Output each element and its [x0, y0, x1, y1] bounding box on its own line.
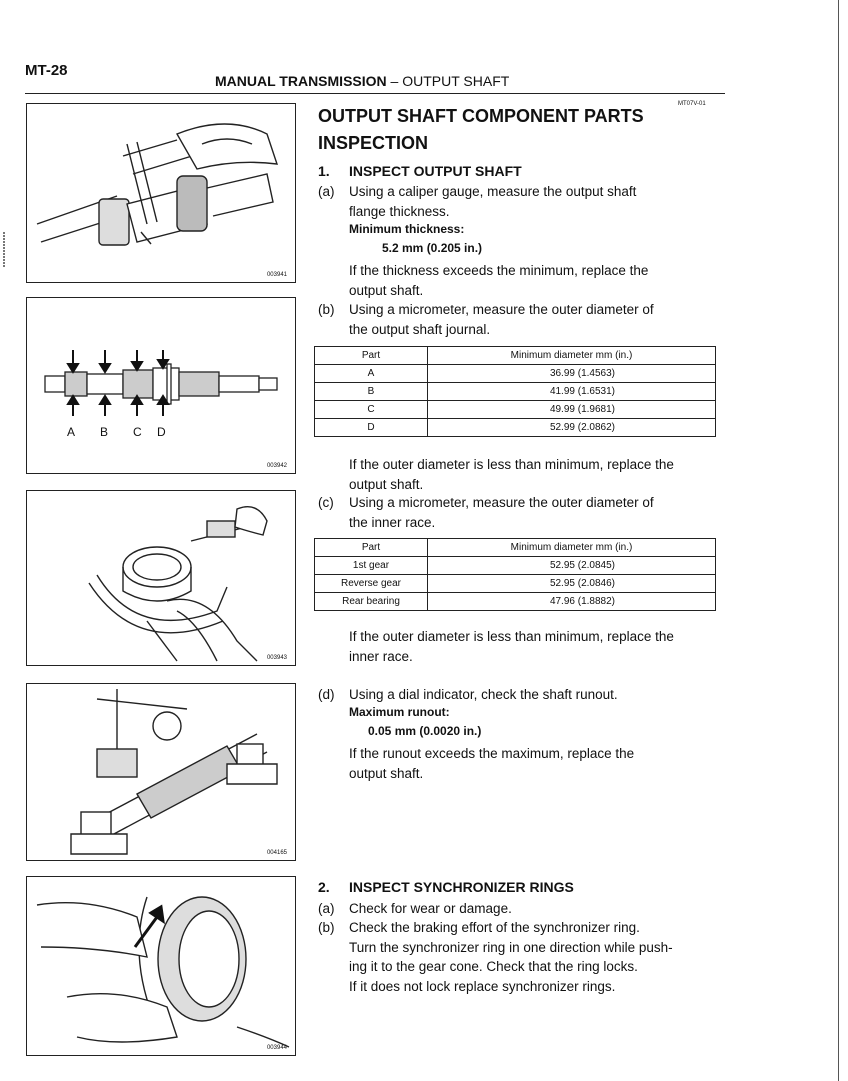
page-header: [215, 73, 509, 89]
text-line: Using a micrometer, measure the outer diameter of: [349, 302, 654, 317]
figure-code: 003941: [266, 272, 287, 278]
step-2b-label: (b): [318, 920, 335, 935]
text-line: Using a micrometer, measure the outer diameter of: [349, 495, 654, 510]
figure-output-shaft-journals: [26, 297, 296, 474]
figure-code: 003944: [266, 1045, 287, 1051]
table-header-row: [315, 539, 716, 557]
figure-code: 004165: [266, 850, 287, 856]
max-runout-label: Maximum runout:: [349, 705, 450, 719]
figure-micrometer-inner-race: [26, 490, 296, 666]
max-runout-value: 0.05 mm (0.0020 in.): [368, 724, 482, 738]
cell-value: 52.99 (2.0862): [428, 419, 716, 437]
text-line: the output shaft journal.: [349, 321, 491, 337]
step-2-number: 2.: [318, 879, 330, 895]
header-divider: [25, 93, 725, 94]
header-min-diameter: Minimum diameter mm (in.): [428, 539, 716, 557]
table-row: [315, 419, 716, 437]
cell-value: 49.99 (1.9681): [428, 401, 716, 419]
text-line: If the outer diameter is less than minimum, replace the: [349, 629, 674, 644]
text-line: Turn the synchronizer ring in one direction while push-: [349, 939, 673, 955]
figure-synchronizer-ring: [26, 876, 296, 1056]
text-line: Using a caliper gauge, measure the output shaft: [349, 184, 637, 199]
table-row: [315, 557, 716, 575]
text-line: Check the braking effort of the synchronizer ring.: [349, 920, 640, 935]
text-line: Using a dial indicator, check the shaft runout.: [349, 687, 618, 702]
step-1a-label: (a): [318, 184, 335, 199]
synchronizer-illustration: [27, 877, 297, 1057]
step-1a-text: [349, 182, 719, 221]
text-line: If it does not lock replace synchronizer rings.: [349, 978, 616, 994]
step-1-number: 1.: [318, 163, 330, 179]
text-line: If the runout exceeds the maximum, replace the: [349, 746, 635, 761]
cell-part: 1st gear: [315, 557, 428, 575]
page-id: MT-28: [25, 62, 68, 79]
section-code: MT07V-01: [678, 101, 706, 107]
step-1b-note: [349, 455, 721, 494]
table-row: [315, 401, 716, 419]
shaft-illustration: [27, 298, 297, 475]
header-part: Part: [315, 539, 428, 557]
step-1c-text: [349, 493, 719, 532]
shaft-label-b: B: [100, 425, 109, 439]
table-row: [315, 383, 716, 401]
title-line: INSPECTION: [318, 133, 429, 153]
step-1c-note: [349, 627, 721, 666]
step-1d-note: [349, 744, 719, 783]
text-line: If the thickness exceeds the minimum, replace the: [349, 263, 649, 278]
cell-value: 47.96 (1.8882): [428, 593, 716, 611]
cell-value: 36.99 (1.4563): [428, 365, 716, 383]
cell-part: D: [315, 419, 428, 437]
step-2a-text: Check for wear or damage.: [349, 901, 512, 916]
page-edge: [838, 0, 839, 1081]
figure-code: 003943: [266, 655, 287, 661]
table-header-row: [315, 347, 716, 365]
cell-part: A: [315, 365, 428, 383]
header-section: MANUAL TRANSMISSION: [215, 73, 387, 89]
header-min-diameter: Minimum diameter mm (in.): [428, 347, 716, 365]
header-separator: –: [386, 73, 403, 89]
scan-mark: [0, 230, 8, 270]
section-title: [318, 103, 708, 157]
micrometer-illustration: [27, 491, 297, 667]
cell-value: 52.95 (2.0845): [428, 557, 716, 575]
shaft-label-d: D: [157, 425, 166, 439]
text-line: flange thickness.: [349, 203, 450, 219]
table-row: [315, 593, 716, 611]
step-1b-label: (b): [318, 302, 335, 317]
step-2b-text: [349, 918, 729, 996]
text-line: ing it to the gear cone. Check that the ring locks.: [349, 959, 638, 974]
cell-value: 41.99 (1.6531): [428, 383, 716, 401]
header-part: Part: [315, 347, 428, 365]
step-2a-label: (a): [318, 901, 335, 916]
text-line: output shaft.: [349, 476, 424, 492]
text-line: output shaft.: [349, 765, 424, 781]
text-line: output shaft.: [349, 282, 424, 298]
dial-indicator-illustration: [27, 684, 297, 862]
step-1d-label: (d): [318, 687, 335, 702]
cell-part: Reverse gear: [315, 575, 428, 593]
figure-code: 003942: [266, 463, 287, 469]
shaft-label-c: C: [133, 425, 142, 439]
text-line: inner race.: [349, 648, 413, 664]
cell-value: 52.95 (2.0846): [428, 575, 716, 593]
figure-dial-indicator: [26, 683, 296, 861]
table-row: [315, 575, 716, 593]
min-thickness-label: Minimum thickness:: [349, 222, 465, 236]
header-subsection: OUTPUT SHAFT: [402, 73, 510, 89]
cell-part: B: [315, 383, 428, 401]
step-1c-label: (c): [318, 495, 334, 510]
shaft-label-a: A: [67, 425, 76, 439]
journal-diameter-table: [314, 346, 716, 437]
step-1d-text: [349, 685, 719, 705]
cell-part: Rear bearing: [315, 593, 428, 611]
table-row: [315, 365, 716, 383]
inner-race-diameter-table: [314, 538, 716, 611]
step-2-heading: INSPECT SYNCHRONIZER RINGS: [349, 879, 574, 895]
caliper-illustration: [27, 104, 297, 284]
text-line: If the outer diameter is less than minimum, replace the: [349, 457, 674, 472]
cell-part: C: [315, 401, 428, 419]
step-1b-text: [349, 300, 719, 339]
step-1a-note: [349, 261, 719, 300]
text-line: the inner race.: [349, 514, 436, 530]
min-thickness-value: 5.2 mm (0.205 in.): [382, 241, 483, 255]
step-1-heading: INSPECT OUTPUT SHAFT: [349, 163, 522, 179]
title-line: OUTPUT SHAFT COMPONENT PARTS: [318, 106, 644, 126]
figure-caliper-gauge: [26, 103, 296, 283]
